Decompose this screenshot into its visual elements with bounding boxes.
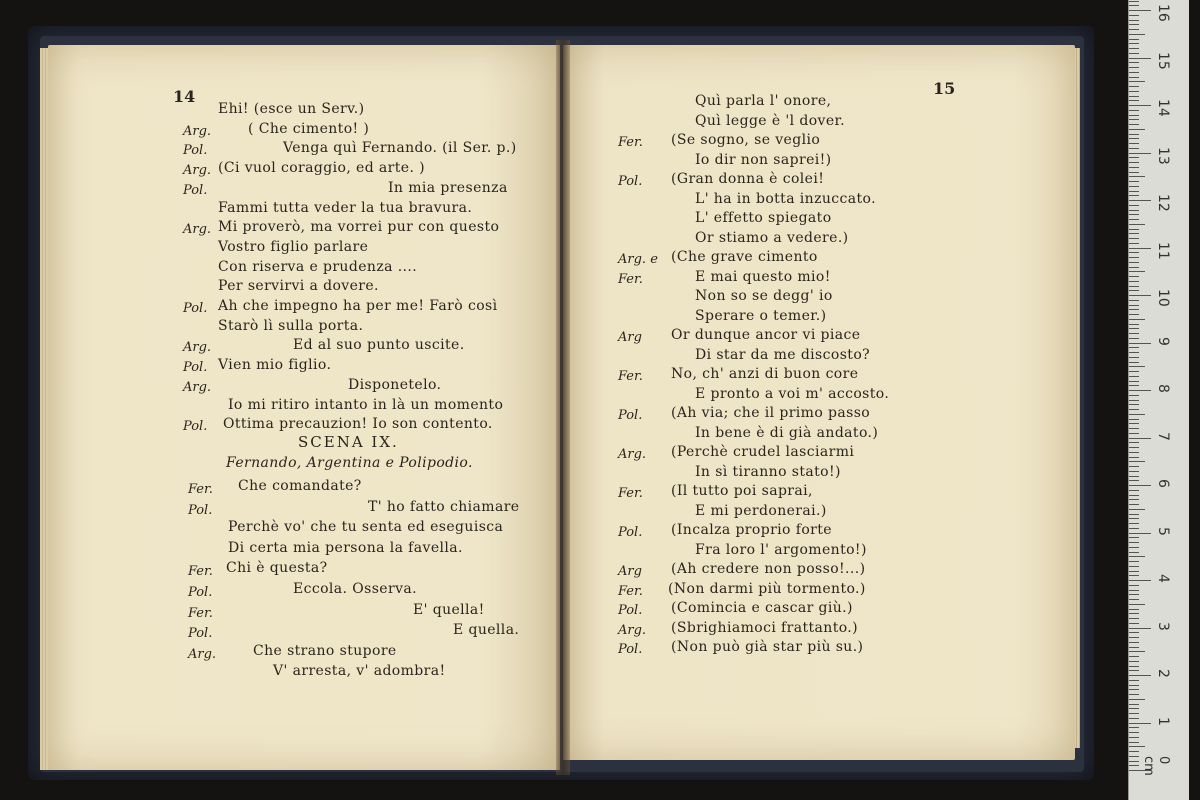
speaker-label: Fer. <box>188 605 213 621</box>
verse-line: No, ch' anzi di buon core <box>671 366 859 382</box>
ruler-tick <box>1129 24 1139 25</box>
verse-line: (Perchè crudel lasciarmi <box>671 444 855 460</box>
speaker-label: Pol. <box>618 642 643 657</box>
speaker-label: Arg. <box>618 622 647 638</box>
speaker-label: Pol. <box>183 360 208 376</box>
ruler-tick <box>1129 77 1139 78</box>
verse-line: E quella. <box>453 622 520 639</box>
verse-line: (Ci vuol coraggio, ed arte. ) <box>218 160 426 177</box>
verse-line: Quì parla l' onore, <box>695 93 832 109</box>
verse-line: In mia presenza <box>388 179 508 196</box>
ruler-tick <box>1129 134 1139 135</box>
ruler-tick <box>1129 115 1139 116</box>
verse-line: (Incalza proprio forte <box>671 522 832 538</box>
verse-line: Di star da me discosto? <box>695 346 871 363</box>
ruler-tick <box>1129 552 1139 553</box>
ruler-tick <box>1129 96 1139 97</box>
ruler-number: 14 <box>1155 99 1171 117</box>
ruler-tick <box>1129 514 1139 515</box>
ruler-tick <box>1129 62 1139 63</box>
ruler-tick <box>1129 29 1139 30</box>
verse-line: (Non darmi più tormento.) <box>668 580 866 597</box>
ruler-tick <box>1129 580 1151 581</box>
verse-line: Fra loro l' argomento!) <box>695 541 867 558</box>
speaker-label: Arg. <box>618 447 647 462</box>
ruler-tick <box>1129 153 1151 154</box>
ruler-tick <box>1129 452 1139 453</box>
speaker-label: Arg. <box>183 163 212 179</box>
ruler-tick <box>1129 542 1139 543</box>
ruler-tick <box>1129 5 1139 6</box>
ruler-tick <box>1129 461 1145 462</box>
verse-line: ( Che cimento! ) <box>248 120 370 137</box>
ruler-tick <box>1129 571 1139 572</box>
verse-line: L' effetto spiegato <box>695 210 832 226</box>
ruler-tick <box>1129 742 1139 743</box>
ruler-tick <box>1129 447 1139 448</box>
ruler-tick <box>1129 523 1139 524</box>
ruler-tick <box>1129 651 1145 652</box>
ruler-number: 13 <box>1155 146 1171 165</box>
ruler-tick <box>1129 480 1139 481</box>
ruler-tick <box>1129 637 1139 638</box>
ruler-tick <box>1129 267 1139 268</box>
speaker-label: Arg. <box>183 123 212 139</box>
ruler-tick <box>1129 252 1139 253</box>
ruler-tick <box>1129 371 1139 372</box>
ruler-tick <box>1129 333 1139 334</box>
right-page <box>563 45 1075 760</box>
ruler-tick <box>1129 694 1139 695</box>
left-page <box>48 45 560 770</box>
ruler-tick <box>1129 400 1139 401</box>
ruler-tick <box>1129 224 1145 225</box>
ruler-tick <box>1129 119 1139 120</box>
verse-line: E' quella! <box>413 601 485 618</box>
ruler-number: 16 <box>1155 4 1171 22</box>
ruler-tick <box>1129 271 1145 272</box>
verse-line: (Sbrighiamoci frattanto.) <box>671 619 859 636</box>
ruler-tick <box>1129 756 1139 757</box>
ruler-tick <box>1129 257 1139 258</box>
verse-line: (Non può già star più su.) <box>671 639 864 655</box>
speaker-label: Arg. <box>188 646 217 662</box>
verse-line: (Ah via; che il primo passo <box>671 405 871 421</box>
ruler-tick <box>1129 1 1139 2</box>
verse-line: (Se sogno, se veglio <box>671 132 821 148</box>
ruler-tick <box>1129 518 1139 519</box>
ruler-number: 3 <box>1155 621 1171 631</box>
ruler-tick <box>1129 376 1139 377</box>
ruler-number: 9 <box>1155 336 1171 346</box>
speaker-label: Pol. <box>183 143 208 159</box>
speaker-label: Fer. <box>618 486 643 501</box>
ruler-tick <box>1129 428 1139 429</box>
ruler-number: 5 <box>1155 526 1171 536</box>
verse-line: Perchè vo' che tu senta ed eseguisca <box>228 519 504 536</box>
ruler-tick <box>1129 504 1139 505</box>
speaker-label: Arg. <box>183 379 212 395</box>
page-number-left: 14 <box>173 87 196 106</box>
verse-line: In bene è di già andato.) <box>695 424 879 441</box>
ruler-tick <box>1129 699 1145 700</box>
ruler-number: 11 <box>1155 241 1171 260</box>
ruler-number: 8 <box>1155 384 1171 393</box>
ruler-tick <box>1129 72 1139 73</box>
ruler-tick <box>1129 48 1139 49</box>
ruler-tick <box>1129 751 1139 752</box>
speaker-label: Fer. <box>618 583 643 599</box>
verse-line: Sperare o temer.) <box>695 307 827 324</box>
verse-line: E mi perdonerai.) <box>695 502 827 519</box>
verse-line: Per servirvi a dovere. <box>218 278 379 295</box>
ruler-tick <box>1129 585 1139 586</box>
ruler-tick <box>1129 248 1151 249</box>
ruler-number: 4 <box>1155 574 1171 583</box>
ruler-tick <box>1129 604 1145 605</box>
ruler-tick <box>1129 723 1151 724</box>
verse-line: Ah che impegno ha per me! Farò così <box>218 298 498 314</box>
ruler-tick <box>1129 490 1139 491</box>
ruler-tick <box>1129 471 1139 472</box>
verse-line: Ed al suo punto uscite. <box>293 337 465 354</box>
ruler-tick <box>1129 499 1139 500</box>
ruler-tick <box>1129 58 1151 59</box>
ruler-tick <box>1129 628 1151 629</box>
ruler-tick <box>1129 138 1139 139</box>
ruler-tick <box>1129 666 1139 667</box>
verse-line: Di certa mia persona la favella. <box>228 539 463 556</box>
ruler-tick <box>1129 390 1151 391</box>
speaker-label: Pol. <box>188 502 213 518</box>
ruler-tick <box>1129 172 1139 173</box>
ruler-tick <box>1129 647 1139 648</box>
verse-line: Che comandate? <box>238 478 362 494</box>
ruler-tick <box>1129 309 1139 310</box>
ruler-number: 15 <box>1155 51 1171 70</box>
ruler-tick <box>1129 186 1139 187</box>
ruler-tick <box>1129 746 1145 747</box>
verse-line: (Gran donna è colei! <box>671 171 825 187</box>
verse-line: Io mi ritiro intanto in là un momento <box>228 396 504 413</box>
verse-line: Non so se degg' io <box>695 288 833 304</box>
ruler-tick <box>1129 314 1139 315</box>
ruler-tick <box>1129 590 1139 591</box>
ruler-number: 2 <box>1155 669 1171 678</box>
verse-line: Chi è questa? <box>226 560 328 577</box>
ruler-tick <box>1129 276 1139 277</box>
ruler-tick <box>1129 324 1139 325</box>
ruler-tick <box>1129 566 1139 567</box>
verse-line: Vien mio figlio. <box>218 357 332 374</box>
ruler-tick <box>1129 205 1139 206</box>
ruler-tick <box>1129 680 1139 681</box>
ruler-tick <box>1129 618 1139 619</box>
ruler-tick <box>1129 319 1145 320</box>
ruler-tick <box>1129 110 1139 111</box>
ruler-tick <box>1129 594 1139 595</box>
ruler-tick <box>1129 433 1139 434</box>
ruler-tick <box>1129 290 1139 291</box>
verse-line: Io dir non saprei!) <box>695 151 832 168</box>
speaker-label: Pol. <box>183 301 208 316</box>
verse-line: V' arresta, v' adombra! <box>273 663 446 680</box>
verse-line: Or dunque ancor vi piace <box>671 327 861 343</box>
ruler-tick <box>1129 623 1139 624</box>
ruler-tick <box>1129 609 1139 610</box>
ruler-tick <box>1129 533 1151 534</box>
ruler-tick <box>1129 761 1139 762</box>
ruler-tick <box>1129 262 1139 263</box>
speaker-label: Pol. <box>618 408 643 423</box>
ruler-tick <box>1129 357 1139 358</box>
verse-line: (Ah credere non posso!...) <box>671 561 866 577</box>
ruler-tick <box>1129 409 1139 410</box>
ruler-tick <box>1129 43 1139 44</box>
verse-line: Disponetelo. <box>348 376 442 393</box>
verse-line: Quì legge è 'l dover. <box>695 112 845 129</box>
ruler-tick <box>1129 167 1139 168</box>
ruler-tick <box>1129 34 1145 35</box>
ruler-tick <box>1129 404 1139 405</box>
speaker-label: Pol. <box>183 182 208 198</box>
speaker-label: Fer. <box>618 271 643 287</box>
ruler-tick <box>1129 466 1139 467</box>
ruler-tick <box>1129 233 1139 234</box>
ruler-tick <box>1129 718 1139 719</box>
verse-line: Starò lì sulla porta. <box>218 317 364 334</box>
ruler-tick <box>1129 685 1139 686</box>
ruler-tick <box>1129 191 1139 192</box>
ruler-tick <box>1129 229 1139 230</box>
ruler-tick <box>1129 476 1139 477</box>
speaker-label: Fer. <box>188 482 213 497</box>
ruler-tick <box>1129 509 1145 510</box>
ruler-tick <box>1129 53 1139 54</box>
ruler-tick <box>1129 176 1145 177</box>
ruler-tick <box>1129 243 1139 244</box>
ruler-tick <box>1129 537 1139 538</box>
verse-line: T' ho fatto chiamare <box>368 498 520 515</box>
verse-line: (Che grave cimento <box>671 249 818 265</box>
ruler-tick <box>1129 214 1139 215</box>
ruler-tick <box>1129 148 1139 149</box>
ruler-tick <box>1129 661 1139 662</box>
verse-line: E mai questo mio! <box>695 268 831 285</box>
ruler-number: 7 <box>1155 431 1171 441</box>
ruler-tick <box>1129 414 1145 415</box>
ruler-number: 1 <box>1155 716 1171 726</box>
verse-line: Eccola. Osserva. <box>293 581 417 597</box>
verse-line: (Comincia e cascar giù.) <box>671 600 853 616</box>
verse-line: L' ha in botta inzuccato. <box>695 190 876 207</box>
verse-line: Ottima precauzion! Io son contento. <box>223 416 493 433</box>
ruler-tick <box>1129 366 1145 367</box>
ruler-tick <box>1129 395 1139 396</box>
ruler-unit-label: 0 cm <box>1141 756 1171 776</box>
ruler-tick <box>1129 300 1139 301</box>
ruler-tick <box>1129 737 1139 738</box>
ruler-tick <box>1129 599 1139 600</box>
verse-line: Ehi! (esce un Serv.) <box>218 101 365 117</box>
ruler-tick <box>1129 162 1139 163</box>
ruler-tick <box>1129 10 1151 11</box>
measuring-ruler <box>1128 0 1189 800</box>
ruler-tick <box>1129 352 1139 353</box>
speaker-label: Pol. <box>188 626 213 642</box>
ruler-tick <box>1129 765 1139 766</box>
speaker-label: Fer. <box>618 135 643 150</box>
ruler-tick <box>1129 86 1139 87</box>
ruler-tick <box>1129 67 1139 68</box>
ruler-tick <box>1129 670 1139 671</box>
verse-line: Fammi tutta veder la tua bravura. <box>218 199 473 216</box>
verse-line: In sì tiranno stato!) <box>695 463 841 480</box>
ruler-tick <box>1129 181 1139 182</box>
speaker-label: Pol. <box>618 603 643 618</box>
verse-line: (Il tutto poi saprai, <box>671 483 813 499</box>
ruler-tick <box>1129 732 1139 733</box>
ruler-tick <box>1129 613 1139 614</box>
ruler-tick <box>1129 656 1139 657</box>
ruler-tick <box>1129 547 1139 548</box>
ruler-tick <box>1129 675 1151 676</box>
ruler-tick <box>1129 195 1139 196</box>
ruler-tick <box>1129 124 1139 125</box>
ruler-tick <box>1129 328 1139 329</box>
ruler-tick <box>1129 419 1139 420</box>
ruler-tick <box>1129 727 1139 728</box>
ruler-tick <box>1129 561 1139 562</box>
ruler-tick <box>1129 39 1139 40</box>
ruler-tick <box>1129 689 1139 690</box>
ruler-tick <box>1129 210 1139 211</box>
ruler-tick <box>1129 295 1151 296</box>
ruler-tick <box>1129 343 1151 344</box>
ruler-tick <box>1129 385 1139 386</box>
verse-line: Or stiamo a vedere.) <box>695 229 849 246</box>
speaker-label: Pol. <box>618 174 643 189</box>
ruler-tick <box>1129 575 1139 576</box>
ruler-tick <box>1129 528 1139 529</box>
ruler-tick <box>1129 381 1139 382</box>
ruler-tick <box>1129 15 1139 16</box>
ruler-tick <box>1129 442 1139 443</box>
scene-heading: SCENA IX. <box>298 433 399 451</box>
ruler-tick <box>1129 704 1139 705</box>
speaker-label: Fer. <box>618 369 643 384</box>
verse-line: Venga quì Fernando. (il Ser. p.) <box>283 140 517 157</box>
speaker-label: Arg. e <box>618 252 658 267</box>
ruler-tick <box>1129 495 1139 496</box>
speaker-label: Pol. <box>183 419 208 435</box>
ruler-tick <box>1129 642 1139 643</box>
ruler-tick <box>1129 362 1139 363</box>
verse-line: Mi proverò, ma vorrei pur con questo <box>218 219 500 236</box>
ruler-tick <box>1129 556 1145 557</box>
ruler-number: 6 <box>1155 479 1171 488</box>
ruler-tick <box>1129 713 1139 714</box>
ruler-tick <box>1129 238 1139 239</box>
ruler-number: 10 <box>1155 289 1171 307</box>
ruler-tick <box>1129 438 1151 439</box>
verse-line: Che strano stupore <box>253 642 397 659</box>
ruler-tick <box>1129 219 1139 220</box>
ruler-tick <box>1129 305 1139 306</box>
ruler-tick <box>1129 143 1139 144</box>
speaker-label: Fer. <box>188 564 213 580</box>
ruler-tick <box>1129 708 1139 709</box>
speaker-label: Arg <box>618 330 642 345</box>
ruler-tick <box>1129 20 1139 21</box>
ruler-tick <box>1129 347 1139 348</box>
ruler-tick <box>1129 91 1139 92</box>
book-gutter <box>556 40 570 775</box>
ruler-number: 12 <box>1155 194 1171 212</box>
ruler-tick <box>1129 485 1151 486</box>
ruler-tick <box>1129 200 1151 201</box>
ruler-tick <box>1129 81 1145 82</box>
speaker-label: Pol. <box>618 525 643 540</box>
ruler-tick <box>1129 286 1139 287</box>
speaker-label: Arg. <box>183 340 212 356</box>
ruler-tick <box>1129 457 1139 458</box>
ruler-tick <box>1129 100 1139 101</box>
ruler-tick <box>1129 157 1139 158</box>
speaker-label: Arg. <box>183 222 212 238</box>
ruler-tick <box>1129 632 1139 633</box>
ruler-tick <box>1129 281 1139 282</box>
ruler-tick <box>1129 105 1151 106</box>
verse-line: E pronto a voi m' accosto. <box>695 385 890 402</box>
page-number-right: 15 <box>933 79 956 98</box>
verse-line: Con riserva e prudenza .... <box>218 258 418 275</box>
speaker-label: Pol. <box>188 585 213 600</box>
ruler-tick <box>1129 129 1145 130</box>
ruler-tick <box>1129 423 1139 424</box>
scene-characters: Fernando, Argentina e Polipodio. <box>226 455 473 471</box>
verse-line: Vostro figlio parlare <box>218 238 369 255</box>
speaker-label: Arg <box>618 564 642 579</box>
ruler-tick <box>1129 338 1139 339</box>
